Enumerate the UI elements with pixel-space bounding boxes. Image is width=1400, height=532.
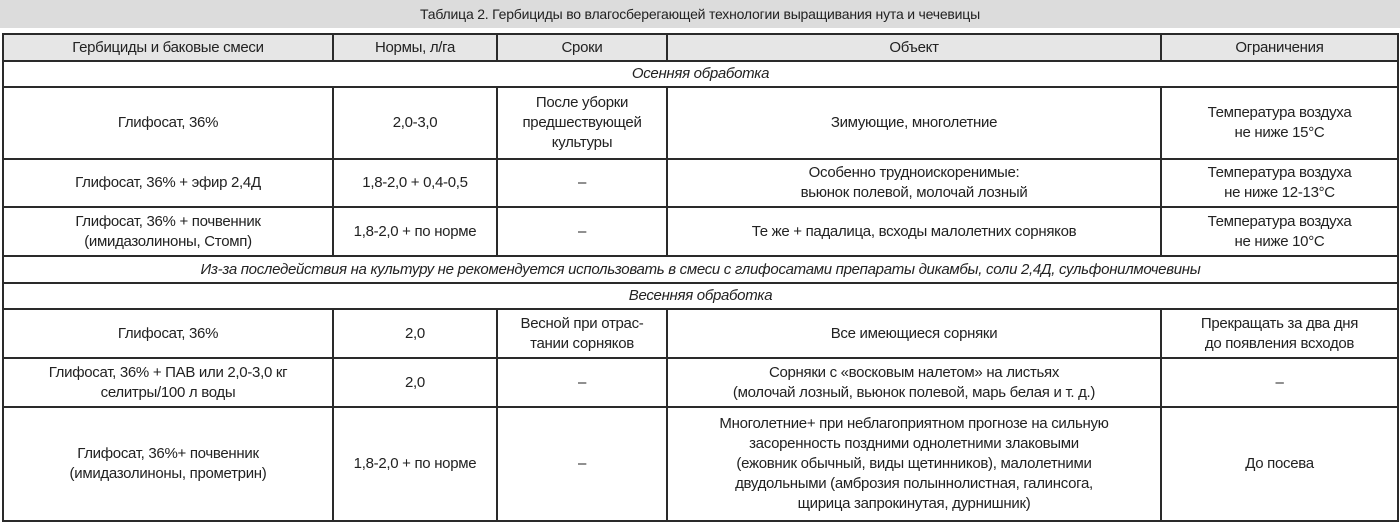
note-row — [3, 256, 1398, 283]
cell-timing: – — [497, 358, 667, 407]
cell-limits: До посева — [1161, 407, 1398, 521]
section-title: Осенняя обработка — [3, 61, 1398, 87]
table-row — [3, 87, 1398, 159]
cell-limits: Температура воздуха не ниже 12-13°C — [1161, 159, 1398, 207]
table-row — [3, 309, 1398, 358]
note-text: Из-за последействия на культуру не рекомендуется использовать в смеси с глифосатами препараты дикамбы, соли 2,4Д, сульфонилмочевины — [3, 256, 1398, 283]
cell-target: Зимующие, многолетние — [667, 87, 1161, 159]
header-herbicides: Гербициды и баковые смеси — [3, 34, 333, 61]
cell-timing: – — [497, 159, 667, 207]
cell-rate: 2,0 — [333, 358, 497, 407]
table-row — [3, 358, 1398, 407]
cell-herbicide: Глифосат, 36% + почвенник (имидазолиноны, Стомп) — [3, 207, 333, 256]
cell-timing: – — [497, 207, 667, 256]
cell-target: Особенно трудноискоренимые: вьюнок полевой, молочай лозный — [667, 159, 1161, 207]
cell-herbicide: Глифосат, 36% + эфир 2,4Д — [3, 159, 333, 207]
cell-timing: – — [497, 407, 667, 521]
cell-rate: 2,0-3,0 — [333, 87, 497, 159]
table-row — [3, 207, 1398, 256]
cell-herbicide: Глифосат, 36%+ почвенник (имидазолиноны, прометрин) — [3, 407, 333, 521]
cell-limits: – — [1161, 358, 1398, 407]
cell-limits: Прекращать за два дня до появления всходов — [1161, 309, 1398, 358]
cell-rate: 1,8-2,0 + по норме — [333, 207, 497, 256]
cell-target: Все имеющиеся сорняки — [667, 309, 1161, 358]
table-row — [3, 159, 1398, 207]
herbicides-table — [2, 33, 1399, 522]
header-rates: Нормы, л/га — [333, 34, 497, 61]
cell-timing: После уборки предшествующей культуры — [497, 87, 667, 159]
header-timing: Сроки — [497, 34, 667, 61]
header-limits: Ограничения — [1161, 34, 1398, 61]
cell-herbicide: Глифосат, 36% + ПАВ или 2,0-3,0 кг селитры/100 л воды — [3, 358, 333, 407]
cell-limits: Температура воздуха не ниже 15°C — [1161, 87, 1398, 159]
cell-target: Многолетние+ при неблагоприятном прогнозе на сильную засоренность поздними однолетними злаковыми (ежовник обычный, виды щетинников), малолетними двудольными (амброзия полыннолистная, галинсога, щирица запрокинутая, дурнишник) — [667, 407, 1161, 521]
table-caption: Таблица 2. Гербициды во влагосберегающей технологии выращивания нута и чечевицы — [0, 0, 1400, 28]
cell-rate: 1,8-2,0 + 0,4-0,5 — [333, 159, 497, 207]
section-title: Весенняя обработка — [3, 283, 1398, 309]
cell-target: Сорняки с «восковым налетом» на листьях (молочай лозный, вьюнок полевой, марь белая и т. д.) — [667, 358, 1161, 407]
cell-rate: 1,8-2,0 + по норме — [333, 407, 497, 521]
cell-target: Те же + падалица, всходы малолетних сорняков — [667, 207, 1161, 256]
section-row-autumn — [3, 61, 1398, 87]
cell-herbicide: Глифосат, 36% — [3, 309, 333, 358]
cell-timing: Весной при отрас- тании сорняков — [497, 309, 667, 358]
cell-herbicide: Глифосат, 36% — [3, 87, 333, 159]
header-row — [3, 34, 1398, 61]
header-target: Объект — [667, 34, 1161, 61]
cell-limits: Температура воздуха не ниже 10°C — [1161, 207, 1398, 256]
table-row — [3, 407, 1398, 521]
cell-rate: 2,0 — [333, 309, 497, 358]
section-row-spring — [3, 283, 1398, 309]
